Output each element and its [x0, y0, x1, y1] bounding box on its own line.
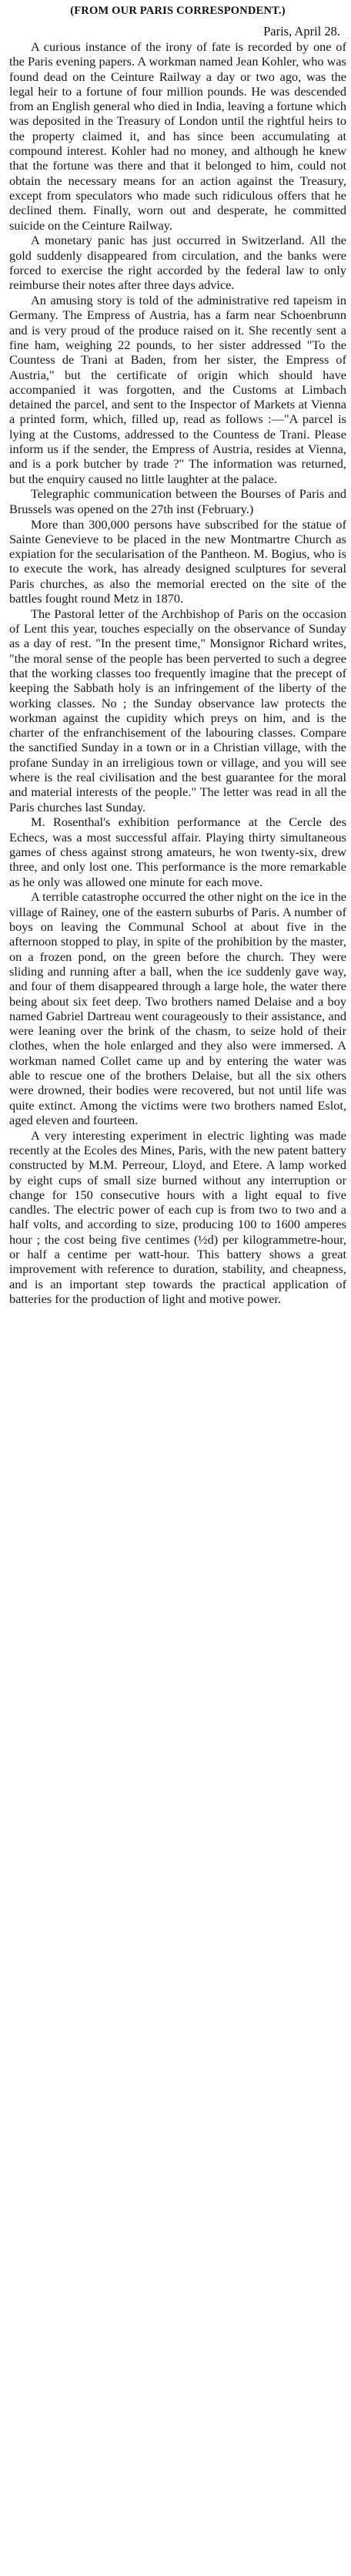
dateline: Paris, April 28.: [263, 24, 340, 39]
paragraph-empress-ham: An amusing story is told of the administrative red tapeism in Germany. The Empress of Austria, has a farm near Schoenbrunn and is very proud of the produce raised on it. She recently sent a fine ham, weighing 22 pounds, to her sister addressed "To the Countess de Trani at Baden, from her sister, the Empress of Austria," but the certificate of origin which should have accompanied it was forgotten, and the Customs at Limbach detained the parcel, and sent to the Inspector of Markets at Vienna a printed form, which, filled up, read as follows :—"A parcel is lying at the Customs, addressed to the Countess de Trani. Please inform us if the sender, the Empress of Austria, resides at Vienna, and is a pork butcher by trade ?" The information was returned, but the enquiry caused no little laughter at the palace.: [9, 293, 346, 486]
paragraph-ice-catastrophe: A terrible catastrophe occurred the other night on the ice in the village of Rainey, one of the eastern suburbs of Paris. A number of boys on leaving the Communal School at about five in the afternoon stopped to play, in spite of the prohibition by the master, on a frozen pond, on the green before the church. They were sliding and running after a ball, when the ice suddenly gave way, and four of them disappeared through a large hole, the water there being about six feet deep. Two brothers named Delaise and a boy named Gabriel Dartreau went courageously to their assistance, and were leaning over the brink of the chasm, to seize hold of their clothes, when the hole enlarged and they also were immersed. A workman named Collet came up and by entering the water was able to rescue one of the brothers Delaise, but all the six others were drowned, their bodies were recovered, but not until life was quite extinct. Among the victims were two brothers named Eslot, aged eleven and fourteen.: [9, 889, 346, 1127]
paragraph-telegraph: Telegraphic communication between the Bourses of Paris and Brussels was opened on the 27th inst (February.): [9, 486, 346, 516]
paragraph-pastoral-letter: The Pastoral letter of the Archbishop of Paris on the occasion of Lent this year, touches especially on the observance of Sunday as a day of rest. "In the present time," Monsignor Richard writes, "the moral sense of the people has been perverted to such a degree that the working classes too frequently imagine that the precept of keeping the Sabbath holy is an infringement of the liberty of the working classes. No ; the Sunday observance law protects the workman against the cupidity which preys on him, and is the charter of the enfranchisement of the labouring classes. Compare the sanctified Sunday in a town or in a Christian village, with the profane Sunday in an irreligious town or village, and you will see where is the real civilisation and the best guarantee for the moral and material interests of the people." The letter was read in all the Paris churches last Sunday.: [9, 606, 346, 814]
column-header: (FROM OUR PARIS CORRESPONDENT.): [70, 5, 286, 17]
paragraph-kohler-fortune: A curious instance of the irony of fate is recorded by one of the Paris evening papers. A workman named Jean Kohler, who was found dead on the Ceinture Railway a day or two ago, was the legal heir to a fortune of four million pounds. He was descended from an English general who died in India, leaving a fortune which was deposited in the Treasury of London until the rightful heirs to the property claimed it, and has since been accumulating at compound interest. Kohler had no money, and although he knew that the fortune was there and that it belonged to him, could not obtain the necessary means for an action against the Treasury, except from speculators who made such ridiculous offers that he declined them. Finally, worn out and desperate, he committed suicide on the Ceinture Railway.: [9, 39, 346, 233]
paragraph-swiss-panic: A monetary panic has just occurred in Switzerland. All the gold suddenly disappeared from circulation, and the banks were forced to exercise the right accorded by the federal law to only reimburse their notes after three days advice.: [9, 233, 346, 293]
paragraph-electric-lighting: A very interesting experiment in electric lighting was made recently at the Ecoles des Mines, Paris, with the new patent battery constructed by M.M. Perreour, Lloyd, and Etere. A lamp worked by eight cups of small size burned without any interruption or change for 150 consecutive hours with a light equal to five candles. The electric power of each cup is from two to two and a half volts, and according to size, producing 100 to 1600 amperes hour ; the cost being five centimes (½d) per kilogrammetre-hour, or half a centime per watt-hour. This battery shows a great improvement with reference to duration, stability, and cheapness, and is an important step towards the practical application of batteries for the production of light and motive power.: [9, 1127, 346, 1306]
paragraph-chess-exhibition: M. Rosenthal's exhibition performance at the Cercle des Echecs, was a most successful affair. Playing thirty simultaneous games of chess against strong amateurs, he won twenty-six, drew three, and only lost one. This performance is the more remarkable as he only was allowed one minute for each move.: [9, 814, 346, 889]
paragraph-genevieve-statue: More than 300,000 persons have subscribed for the statue of Sainte Genevieve to be placed in the new Montmartre Church as expiation for the secularisation of the Pantheon. M. Bogius, who is to execute the work, has already designed sculptures for several Paris churches, as also the memorial erected on the site of the battles fought round Metz in 1870.: [9, 516, 346, 606]
